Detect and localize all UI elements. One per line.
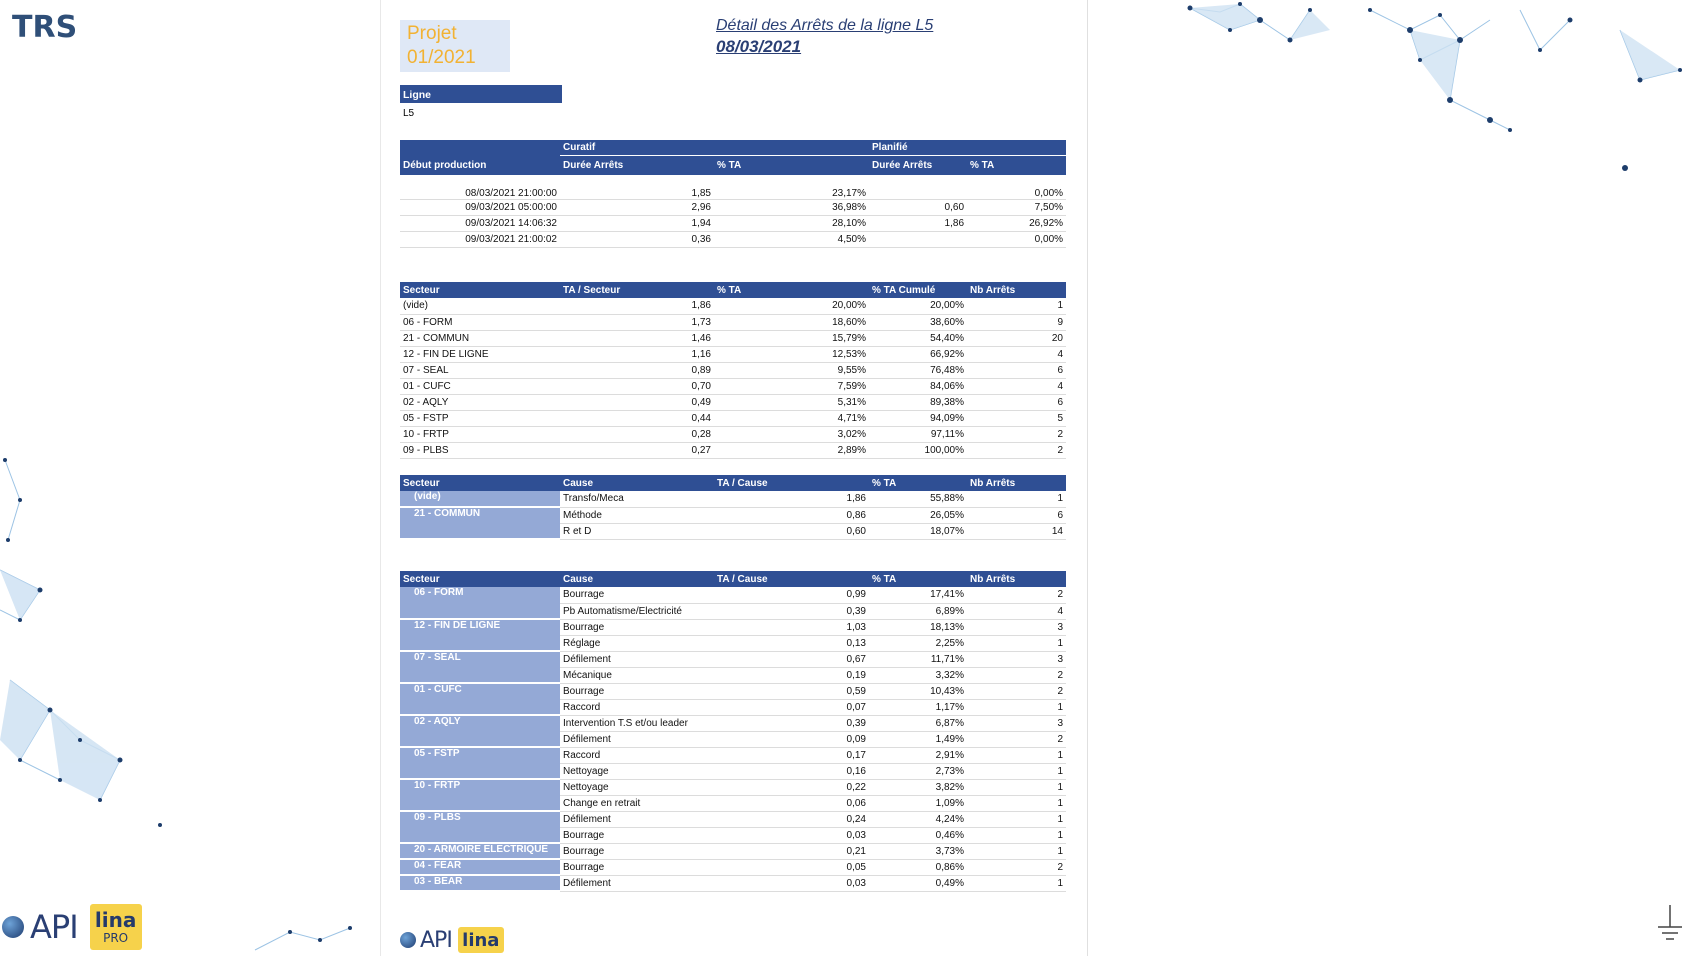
nb-arrets-cell: 2 [967,426,1066,442]
ta-cause-cell: 0,67 [714,651,869,667]
ta-secteur-cell: 1,16 [560,346,714,362]
nb-arrets-cell: 2 [967,683,1066,699]
table-row [400,651,1066,667]
duree-curatif-cell: 1,94 [560,215,714,231]
production-table-body [400,175,1066,247]
cause-header: Cause [560,475,714,491]
table-row [400,378,1066,394]
pct-cumule-header: % TA Cumulé [869,282,967,298]
projet-period: 01/2021 [407,47,476,68]
ta-secteur-header: TA / Secteur [560,282,714,298]
nb-arrets-cell: 1 [967,875,1066,891]
secteur-cell: 06 - FORM [400,314,560,330]
table-row [400,330,1066,346]
cause-cell: Nettoyage [560,763,714,779]
pct-ta-cell: 17,41% [869,587,967,603]
causes-table-2-body [400,587,1066,891]
pct-ta-cell: 10,43% [869,683,967,699]
secteur-group-cell: 02 - AQLY [400,715,560,747]
table-row [400,843,1066,859]
table-row [400,507,1066,523]
pct-cumule-cell: 94,09% [869,410,967,426]
ta-planifie-cell: 0,00% [967,231,1066,247]
secteur-cell: 01 - CUFC [400,378,560,394]
ta-curatif-cell: 23,17% [714,175,869,199]
lina-logo [458,927,504,953]
pct-ta-cell: 12,53% [714,346,869,362]
nb-arrets-cell: 1 [967,763,1066,779]
duree-planifie-cell [869,231,967,247]
cause-cell: Méthode [560,507,714,523]
debut-production-cell: 09/03/2021 21:00:02 [400,231,560,247]
nb-arrets-cell: 2 [967,442,1066,458]
nb-arrets-header: Nb Arrêts [967,282,1066,298]
nb-arrets-cell: 2 [967,587,1066,603]
secteur-cell: 10 - FRTP [400,426,560,442]
pct-ta-cell: 3,73% [869,843,967,859]
table-row [400,410,1066,426]
table-row [400,715,1066,731]
duree-curatif-cell: 0,36 [560,231,714,247]
nb-arrets-cell: 1 [967,843,1066,859]
duree-curatif-header: Durée Arrêts [560,155,714,175]
cause-cell: Bourrage [560,619,714,635]
table-row [400,442,1066,458]
debut-production-cell: 09/03/2021 14:06:32 [400,215,560,231]
pct-cumule-cell: 76,48% [869,362,967,378]
debut-production-cell: 09/03/2021 05:00:00 [400,199,560,215]
cause-cell: Raccord [560,699,714,715]
network-decoration-left [0,440,180,840]
secteur-group-cell: 10 - FRTP [400,779,560,811]
nb-arrets-cell: 1 [967,811,1066,827]
ta-planifie-cell: 0,00% [967,175,1066,199]
secteur-cell: 05 - FSTP [400,410,560,426]
ta-planifie-cell: 7,50% [967,199,1066,215]
lina-pro-logo [90,904,142,950]
ta-cause-cell: 0,16 [714,763,869,779]
nb-arrets-cell: 1 [967,491,1066,507]
cause-cell: Défilement [560,651,714,667]
company-logo-left [2,902,142,952]
cause-cell: R et D [560,523,714,539]
ta-curatif-cell: 36,98% [714,199,869,215]
table-row [400,298,1066,314]
globe-icon [2,916,24,938]
causes-table-2 [400,571,1066,892]
report-title-text: Détail des Arrêts de la ligne L5 [716,17,934,34]
cause-cell: Raccord [560,747,714,763]
secteur-table [400,282,1066,459]
pct-ta-cell: 2,89% [714,442,869,458]
ta-cause-cell: 0,24 [714,811,869,827]
ta-cause-header: TA / Cause [714,475,869,491]
cause-cell: Change en retrait [560,795,714,811]
ta-cause-cell: 0,03 [714,827,869,843]
pct-ta-cell: 1,09% [869,795,967,811]
duree-planifie-header: Durée Arrêts [869,155,967,175]
ta-cause-cell: 0,19 [714,667,869,683]
api-logo-text: API [30,908,78,946]
table-row [400,859,1066,875]
lina-logo-text: lina [94,908,137,932]
table-row [400,747,1066,763]
pct-ta-cell: 2,91% [869,747,967,763]
ta-cause-cell: 1,86 [714,491,869,507]
cause-cell: Bourrage [560,587,714,603]
cause-cell: Bourrage [560,683,714,699]
ta-curatif-cell: 28,10% [714,215,869,231]
table-row [400,683,1066,699]
ta-cause-cell: 0,03 [714,875,869,891]
cause-cell: Pb Automatisme/Electricité [560,603,714,619]
duree-planifie-cell [869,175,967,199]
nb-arrets-cell: 1 [967,827,1066,843]
pct-ta-cell: 18,60% [714,314,869,330]
planifie-header: Planifié [869,140,1066,155]
secteur-group-cell: 05 - FSTP [400,747,560,779]
table-row [400,875,1066,891]
pct-ta-cell: 55,88% [869,491,967,507]
cause-cell: Bourrage [560,843,714,859]
table-row [400,587,1066,603]
ta-secteur-cell: 0,44 [560,410,714,426]
secteur-group-cell: 06 - FORM [400,587,560,619]
ta-cause-cell: 1,03 [714,619,869,635]
nb-arrets-cell: 6 [967,362,1066,378]
secteur-group-cell: 07 - SEAL [400,651,560,683]
ligne-header: Ligne [400,85,562,103]
ta-cause-header: TA / Cause [714,571,869,587]
debut-production-cell: 08/03/2021 21:00:00 [400,175,560,199]
pct-ta-header: % TA [869,571,967,587]
nb-arrets-cell: 5 [967,410,1066,426]
nb-arrets-cell: 3 [967,619,1066,635]
table-row [400,779,1066,795]
debut-production-header: Début production [400,155,560,175]
table-row [400,811,1066,827]
report-date: 08/03/2021 [716,37,802,56]
pct-ta-cell: 1,17% [869,699,967,715]
ta-cause-cell: 0,86 [714,507,869,523]
nb-arrets-cell: 20 [967,330,1066,346]
nb-arrets-cell: 3 [967,651,1066,667]
pro-logo-text: PRO [103,931,129,945]
pct-ta-cell: 0,86% [869,859,967,875]
pct-ta-cell: 6,89% [869,603,967,619]
nb-arrets-cell: 1 [967,298,1066,314]
ta-cause-cell: 0,22 [714,779,869,795]
nb-arrets-cell: 9 [967,314,1066,330]
ta-cause-cell: 0,59 [714,683,869,699]
pct-cumule-cell: 38,60% [869,314,967,330]
api-logo-text: API [420,927,452,953]
nb-arrets-cell: 3 [967,715,1066,731]
secteur-cell: 09 - PLBS [400,442,560,458]
secteur-cell: 21 - COMMUN [400,330,560,346]
ta-cause-cell: 0,60 [714,523,869,539]
pct-cumule-cell: 20,00% [869,298,967,314]
company-logo-sheet [400,926,504,954]
ta-secteur-cell: 0,89 [560,362,714,378]
causes-table-1-body [400,491,1066,539]
table-row [400,199,1066,215]
ta-cause-cell: 0,05 [714,859,869,875]
secteur-group-cell: 01 - CUFC [400,683,560,715]
ta-cause-cell: 0,21 [714,843,869,859]
pct-ta-cell: 1,49% [869,731,967,747]
curatif-header: Curatif [560,140,869,155]
nb-arrets-cell: 2 [967,859,1066,875]
cause-cell: Réglage [560,635,714,651]
pct-ta-cell: 6,87% [869,715,967,731]
pct-ta-cell: 18,07% [869,523,967,539]
pct-cumule-cell: 89,38% [869,394,967,410]
cause-cell: Transfo/Meca [560,491,714,507]
pct-ta-cell: 4,71% [714,410,869,426]
cause-header: Cause [560,571,714,587]
ta-planifie-header: % TA [967,155,1066,175]
pct-ta-header: % TA [714,282,869,298]
nb-arrets-cell: 4 [967,603,1066,619]
globe-icon [400,932,416,948]
pct-ta-cell: 15,79% [714,330,869,346]
pct-ta-cell: 11,71% [869,651,967,667]
pct-cumule-cell: 66,92% [869,346,967,362]
ta-cause-cell: 0,39 [714,603,869,619]
pct-ta-cell: 26,05% [869,507,967,523]
nb-arrets-cell: 1 [967,779,1066,795]
duree-planifie-cell: 0,60 [869,199,967,215]
pct-ta-cell: 2,73% [869,763,967,779]
pct-ta-cell: 3,02% [714,426,869,442]
pct-cumule-cell: 84,06% [869,378,967,394]
report-title [716,15,933,57]
nb-arrets-cell: 6 [967,507,1066,523]
empty-header [400,140,560,155]
ta-cause-cell: 0,13 [714,635,869,651]
table-row [400,362,1066,378]
table-row [400,215,1066,231]
table-row [400,491,1066,507]
cause-cell: Nettoyage [560,779,714,795]
ta-secteur-cell: 0,27 [560,442,714,458]
cause-cell: Bourrage [560,827,714,843]
ligne-value: L5 [403,108,415,119]
table-row [400,426,1066,442]
ta-secteur-cell: 1,73 [560,314,714,330]
network-decoration-top-right [1160,0,1700,180]
nb-arrets-cell: 1 [967,747,1066,763]
ta-secteur-cell: 0,70 [560,378,714,394]
pct-ta-cell: 9,55% [714,362,869,378]
table-row [400,314,1066,330]
nb-arrets-cell: 6 [967,394,1066,410]
ligne-box [400,85,562,121]
app-title: TRS [12,10,78,45]
ta-cause-cell: 0,09 [714,731,869,747]
pct-ta-cell: 18,13% [869,619,967,635]
nb-arrets-cell: 14 [967,523,1066,539]
secteur-cell: 02 - AQLY [400,394,560,410]
nb-arrets-cell: 1 [967,699,1066,715]
secteur-header: Secteur [400,475,560,491]
cause-cell: Intervention T.S et/ou leader [560,715,714,731]
duree-planifie-cell: 1,86 [869,215,967,231]
secteur-group-cell: 04 - FEAR [400,859,560,875]
secteur-group-cell: 20 - ARMOIRE ELECTRIQUE [400,843,560,859]
pct-ta-cell: 0,49% [869,875,967,891]
duree-curatif-cell: 2,96 [560,199,714,215]
table-row [400,346,1066,362]
nb-arrets-cell: 4 [967,346,1066,362]
nb-arrets-cell: 1 [967,795,1066,811]
ta-curatif-cell: 4,50% [714,231,869,247]
secteur-group-cell: 03 - BEAR [400,875,560,891]
table-row [400,175,1066,199]
secteur-cell: (vide) [400,298,560,314]
ta-curatif-header: % TA [714,155,869,175]
table-row [400,231,1066,247]
nb-arrets-cell: 4 [967,378,1066,394]
pct-cumule-cell: 54,40% [869,330,967,346]
causes-table-1 [400,475,1066,540]
pct-ta-header: % TA [869,475,967,491]
secteur-group-cell: 09 - PLBS [400,811,560,843]
ta-secteur-cell: 0,28 [560,426,714,442]
projet-label: Projet [407,23,457,44]
nb-arrets-cell: 2 [967,731,1066,747]
ground-icon [1656,905,1684,945]
pct-cumule-cell: 97,11% [869,426,967,442]
cause-cell: Défilement [560,731,714,747]
table-row [400,394,1066,410]
cause-cell: Défilement [560,875,714,891]
pct-ta-cell: 3,32% [869,667,967,683]
nb-arrets-cell: 1 [967,635,1066,651]
table-row [400,619,1066,635]
ta-secteur-cell: 0,49 [560,394,714,410]
secteur-header: Secteur [400,571,560,587]
pct-ta-cell: 0,46% [869,827,967,843]
pct-ta-cell: 5,31% [714,394,869,410]
ta-cause-cell: 0,07 [714,699,869,715]
pct-ta-cell: 20,00% [714,298,869,314]
secteur-header: Secteur [400,282,560,298]
duree-curatif-cell: 1,85 [560,175,714,199]
pct-ta-cell: 2,25% [869,635,967,651]
pct-ta-cell: 4,24% [869,811,967,827]
ta-secteur-cell: 1,46 [560,330,714,346]
pct-ta-cell: 3,82% [869,779,967,795]
cause-cell: Défilement [560,811,714,827]
nb-arrets-header: Nb Arrêts [967,475,1066,491]
ta-cause-cell: 0,99 [714,587,869,603]
secteur-group-cell: (vide) [400,491,560,507]
secteur-group-cell: 12 - FIN DE LIGNE [400,619,560,651]
secteur-group-cell: 21 - COMMUN [400,507,560,539]
ta-cause-cell: 0,17 [714,747,869,763]
secteur-table-body [400,298,1066,458]
cause-cell: Mécanique [560,667,714,683]
pct-ta-cell: 7,59% [714,378,869,394]
secteur-cell: 12 - FIN DE LIGNE [400,346,560,362]
network-decoration-bottom [250,920,360,956]
ta-cause-cell: 0,39 [714,715,869,731]
production-table [400,140,1066,248]
lina-logo-text: lina [462,929,500,951]
nb-arrets-cell: 2 [967,667,1066,683]
ta-secteur-cell: 1,86 [560,298,714,314]
secteur-cell: 07 - SEAL [400,362,560,378]
ta-cause-cell: 0,06 [714,795,869,811]
nb-arrets-header: Nb Arrêts [967,571,1066,587]
ta-planifie-cell: 26,92% [967,215,1066,231]
pct-cumule-cell: 100,00% [869,442,967,458]
projet-box [400,20,510,72]
cause-cell: Bourrage [560,859,714,875]
